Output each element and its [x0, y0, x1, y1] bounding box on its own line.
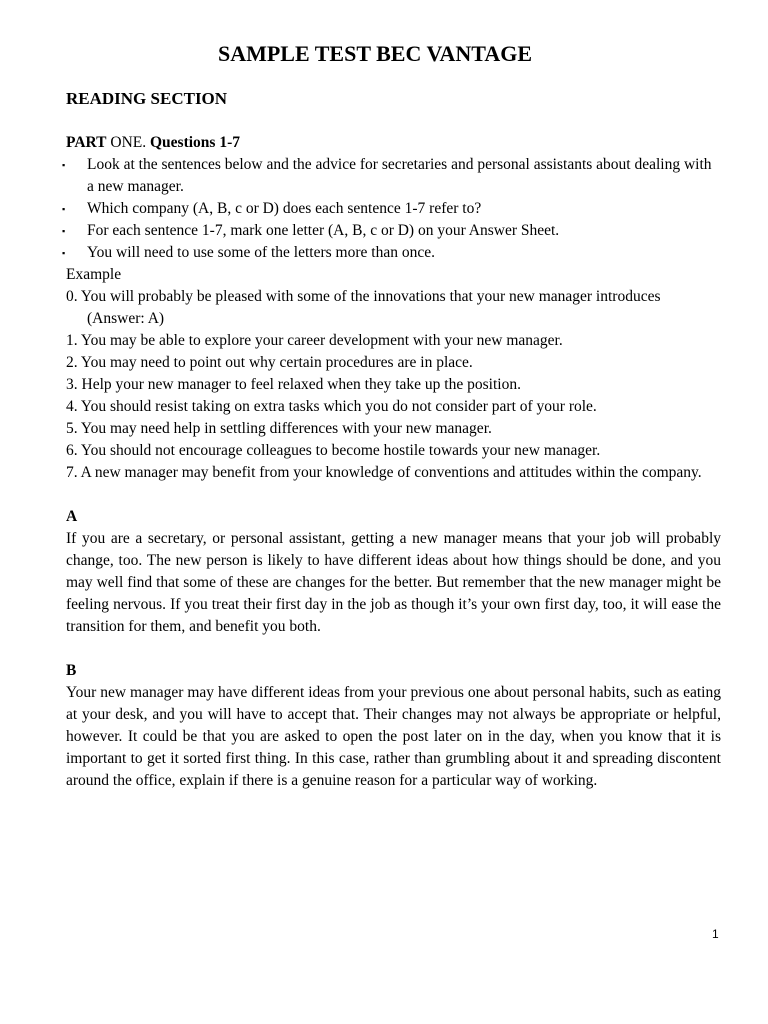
passage-letter-a: A	[66, 508, 78, 525]
question-item: 2. You may need to point out why certain procedures are in place.	[66, 354, 473, 371]
passage-text-b: Your new manager may have different ideas from your previous one about personal habits, such as eating at your desk, and you will have to accept that. Their changes may not always be appropriate or helpful, however. It could be that you are asked to open the post later on in the day, when you know that it is important to get it sorted first thing. In this case, rather than grumbling about it and spreading discontent around the office, explain if there is a genuine reason for a particular way of working.	[66, 684, 721, 789]
instruction-item	[62, 242, 721, 264]
part-number: ONE.	[106, 134, 150, 151]
question-item: 7. A new manager may benefit from your knowledge of conventions and attitudes within the company.	[66, 464, 702, 481]
instruction-text: Which company (A, B, c or D) does each sentence 1-7 refer to?	[87, 200, 482, 217]
instruction-list	[62, 154, 721, 264]
spacer	[66, 638, 721, 660]
question-item: 4. You should resist taking on extra tasks which you do not consider part of your role.	[66, 398, 597, 415]
instruction-text: You will need to use some of the letters more than once.	[87, 244, 435, 261]
part-label: PART	[66, 134, 107, 151]
instruction-item	[62, 154, 721, 198]
document-body	[62, 132, 721, 792]
document-title: SAMPLE TEST BEC VANTAGE	[217, 41, 532, 66]
passage-text-a: If you are a secretary, or personal assistant, getting a new manager means that your job will probably change, too. The new person is likely to have different ideas about how things should be done, and you may well find that some of these are changes for the better. But remember that the new manager might be feeling nervous. If you treat their first day in the job as though it’s your own first day, too, it will ease the transition for them, and benefit you both.	[66, 530, 721, 635]
example-sentence: 0. You will probably be pleased with some of the innovations that your new manager introduces	[66, 288, 661, 305]
bullet-icon: ▪	[62, 248, 66, 258]
instruction-item	[62, 220, 721, 242]
question-item: 1. You may be able to explore your career development with your new manager.	[66, 332, 563, 349]
question-item: 5. You may need help in settling differences with your new manager.	[66, 420, 492, 437]
example-label: Example	[66, 266, 122, 283]
instruction-item	[62, 198, 721, 220]
section-heading: READING SECTION	[66, 89, 228, 108]
part-heading	[66, 132, 721, 154]
passage-letter-b: B	[66, 662, 77, 679]
question-item: 3. Help your new manager to feel relaxed when they take up the position.	[66, 376, 521, 393]
example-answer: (Answer: A)	[87, 310, 165, 327]
spacer	[66, 484, 721, 506]
bullet-icon: ▪	[62, 226, 66, 236]
instruction-text: For each sentence 1-7, mark one letter (A, B, c or D) on your Answer Sheet.	[87, 222, 560, 239]
instruction-text: Look at the sentences below and the advice for secretaries and personal assistants about dealing with a new manager.	[87, 156, 712, 195]
part-questions: Questions 1-7	[149, 134, 240, 151]
question-item: 6. You should not encourage colleagues to become hostile towards your new manager.	[66, 442, 601, 459]
bullet-icon: ▪	[62, 204, 66, 214]
bullet-icon: ▪	[62, 160, 66, 170]
page-number: 1	[712, 927, 719, 941]
